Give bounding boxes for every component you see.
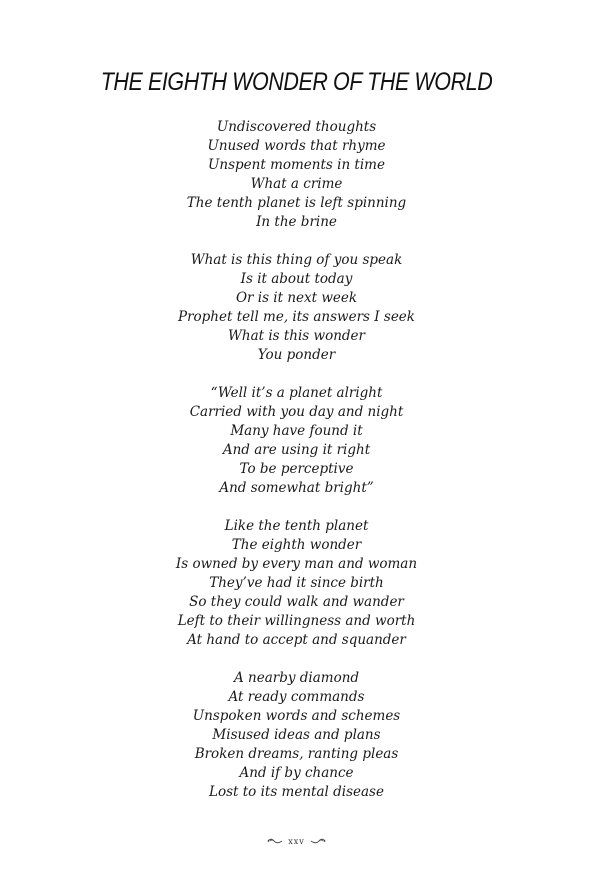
stanza-5	[0, 669, 593, 802]
poem-line: Unspent moments in time	[208, 157, 385, 173]
stanza-1	[0, 118, 593, 232]
poem-line: And if by chance	[239, 765, 354, 781]
poem-line: What a crime	[250, 176, 343, 192]
poem-title: THE EIGHTH WONDER OF THE WORLD	[100, 68, 493, 96]
poem-line: Many have found it	[230, 423, 363, 439]
poem-line: In the brine	[256, 214, 337, 230]
poem-line: Is it about today	[240, 271, 353, 287]
poem-line: Misused ideas and plans	[212, 727, 381, 743]
page-footer	[0, 836, 593, 846]
poem-line: Or is it next week	[235, 290, 358, 306]
poem-line: And are using it right	[222, 442, 371, 458]
poem-line: You ponder	[257, 347, 336, 363]
poem-line: Undiscovered thoughts	[216, 119, 377, 135]
poem-line: Unused words that rhyme	[207, 138, 386, 154]
poem-line: What is this thing of you speak	[190, 252, 403, 268]
poem-line: What is this wonder	[228, 328, 365, 344]
poem-line: Unspoken words and schemes	[192, 708, 401, 724]
poem-line: The tenth planet is left spinning	[186, 195, 407, 211]
poem-line: Like the tenth planet	[224, 518, 369, 534]
stanza-3	[0, 384, 593, 498]
poem-line: At ready commands	[228, 689, 365, 705]
poem-line: Lost to its mental disease	[209, 784, 384, 800]
poem-line: Left to their willingness and worth	[177, 613, 416, 629]
page-number: xxv	[288, 836, 305, 846]
poem-line: The eighth wonder	[231, 537, 362, 553]
poem-line: A nearby diamond	[233, 670, 360, 686]
poem-body	[0, 118, 593, 821]
poem-line: Is owned by every man and woman	[175, 556, 418, 572]
stanza-2	[0, 251, 593, 365]
poem-line: At hand to accept and squander	[187, 632, 406, 648]
poem-line: So they could walk and wander	[189, 594, 404, 610]
poem-line: And somewhat bright”	[219, 480, 374, 496]
poem-line: Carried with you day and night	[189, 404, 404, 420]
poem-line: Prophet tell me, its answers I seek	[178, 309, 415, 325]
poem-line: They’ve had it since birth	[209, 575, 384, 591]
stanza-4	[0, 517, 593, 650]
poem-line: To be perceptive	[239, 461, 354, 477]
flourish-right-icon	[310, 837, 326, 845]
poem-line: “Well it’s a planet alright	[210, 385, 383, 401]
poem-line: Broken dreams, ranting pleas	[194, 746, 399, 762]
flourish-left-icon	[267, 837, 283, 845]
